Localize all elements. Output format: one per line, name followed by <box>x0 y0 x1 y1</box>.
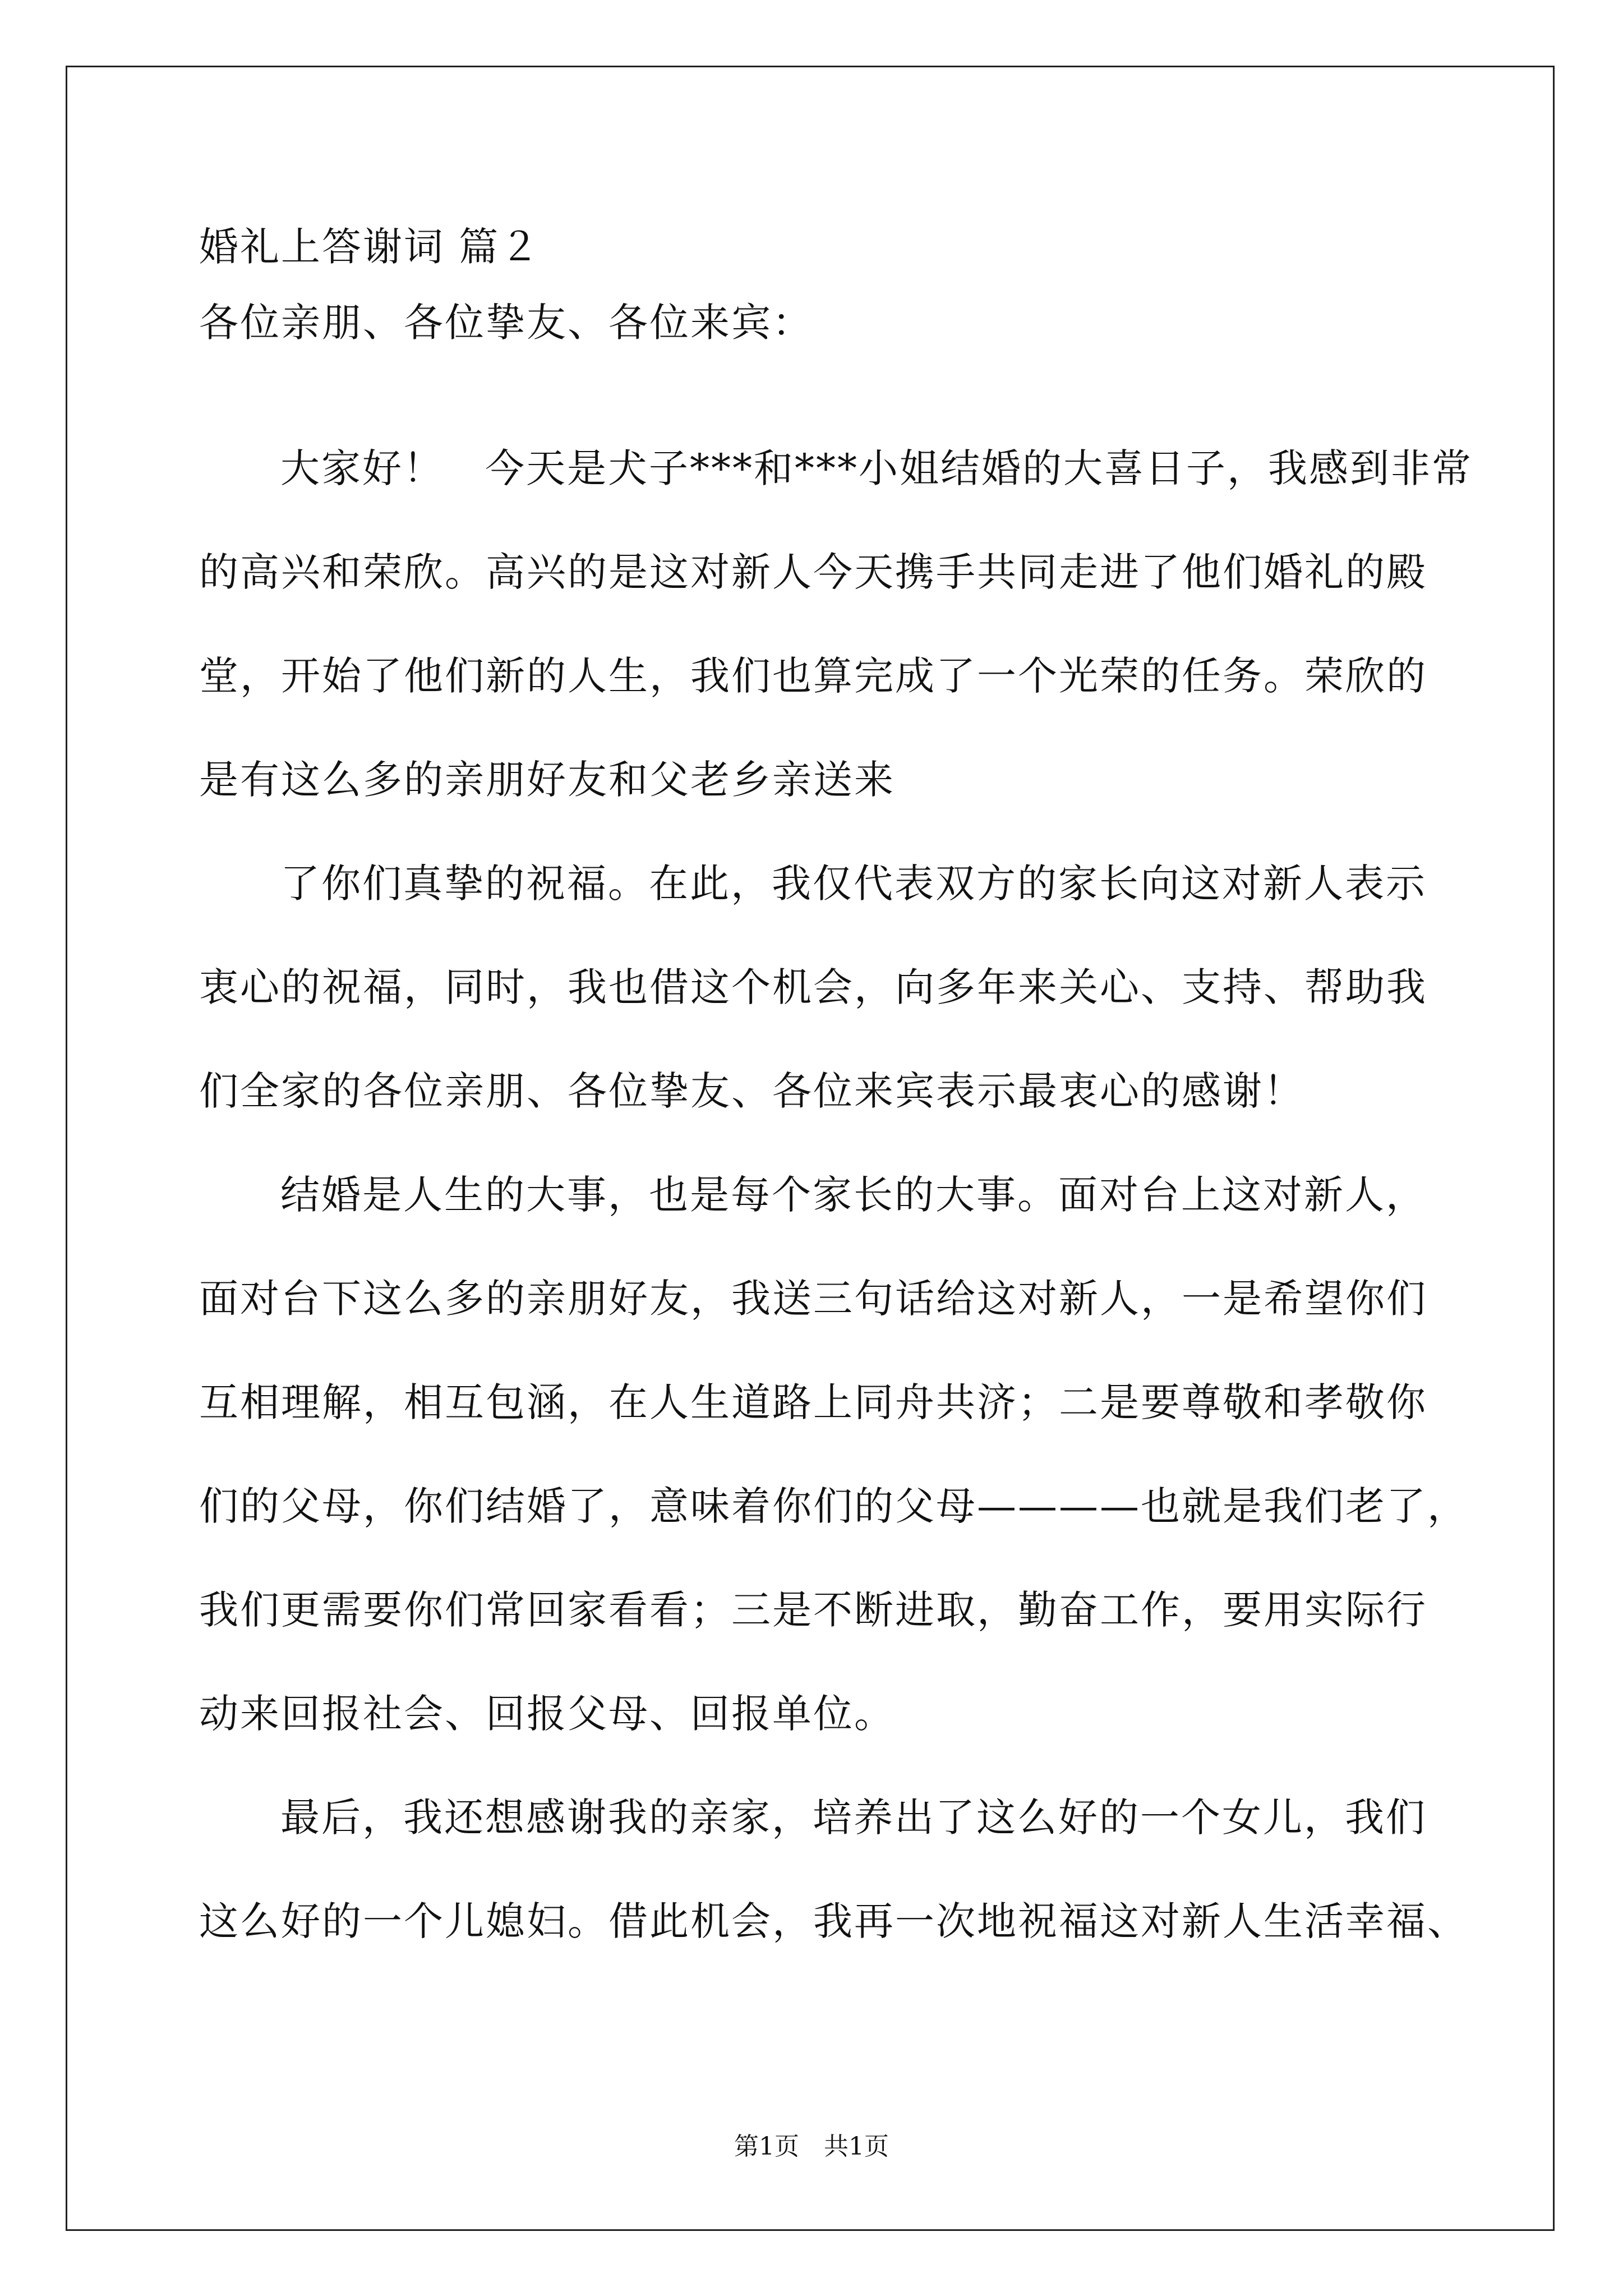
text-line: 的高兴和荣欣。高兴的是这对新人今天携手共同走进了他们婚礼的殿 <box>199 549 1427 595</box>
text-line: 了你们真挚的祝福。在此，我仅代表双方的家长向这对新人表示 <box>280 861 1427 907</box>
text-line: 这么好的一个儿媳妇。借此机会，我再一次地祝福这对新人生活幸福、 <box>199 1898 1468 1944</box>
text-line: 我们更需要你们常回家看看；三是不断进取，勤奋工作，要用实际行 <box>199 1587 1427 1633</box>
text-line: 结婚是人生的大事，也是每个家长的大事。面对台上这对新人， <box>280 1172 1427 1218</box>
text-line: 大家好！ 今天是犬子***和***小姐结婚的大喜日子，我感到非常 <box>280 445 1473 491</box>
text-line: 互相理解，相互包涵，在人生道路上同舟共济；二是要尊敬和孝敬你 <box>199 1379 1427 1425</box>
text-line: 衷心的祝福，同时，我也借这个机会，向多年来关心、支持、帮助我 <box>199 964 1427 1010</box>
page-number: 第1页 共1页 <box>734 2132 889 2161</box>
text-line: 堂，开始了他们新的人生，我们也算完成了一个光荣的任务。荣欣的 <box>199 653 1427 699</box>
text-line: 是有这么多的亲朋好友和父老乡亲送来 <box>199 757 895 803</box>
text-line: 们的父母，你们结婚了，意味着你们的父母————也就是我们老了， <box>199 1483 1468 1529</box>
text-line: 最后，我还想感谢我的亲家，培养出了这么好的一个女儿，我们 <box>280 1795 1427 1841</box>
text-line: 面对台下这么多的亲朋好友，我送三句话给这对新人，一是希望你们 <box>199 1276 1427 1322</box>
document-title: 婚礼上答谢词 篇２ <box>199 224 541 270</box>
text-line: 动来回报社会、回报父母、回报单位。 <box>199 1691 895 1737</box>
text-line: 们全家的各位亲朋、各位挚友、各位来宾表示最衷心的感谢！ <box>199 1068 1304 1114</box>
salutation: 各位亲朋、各位挚友、各位来宾： <box>199 300 813 346</box>
